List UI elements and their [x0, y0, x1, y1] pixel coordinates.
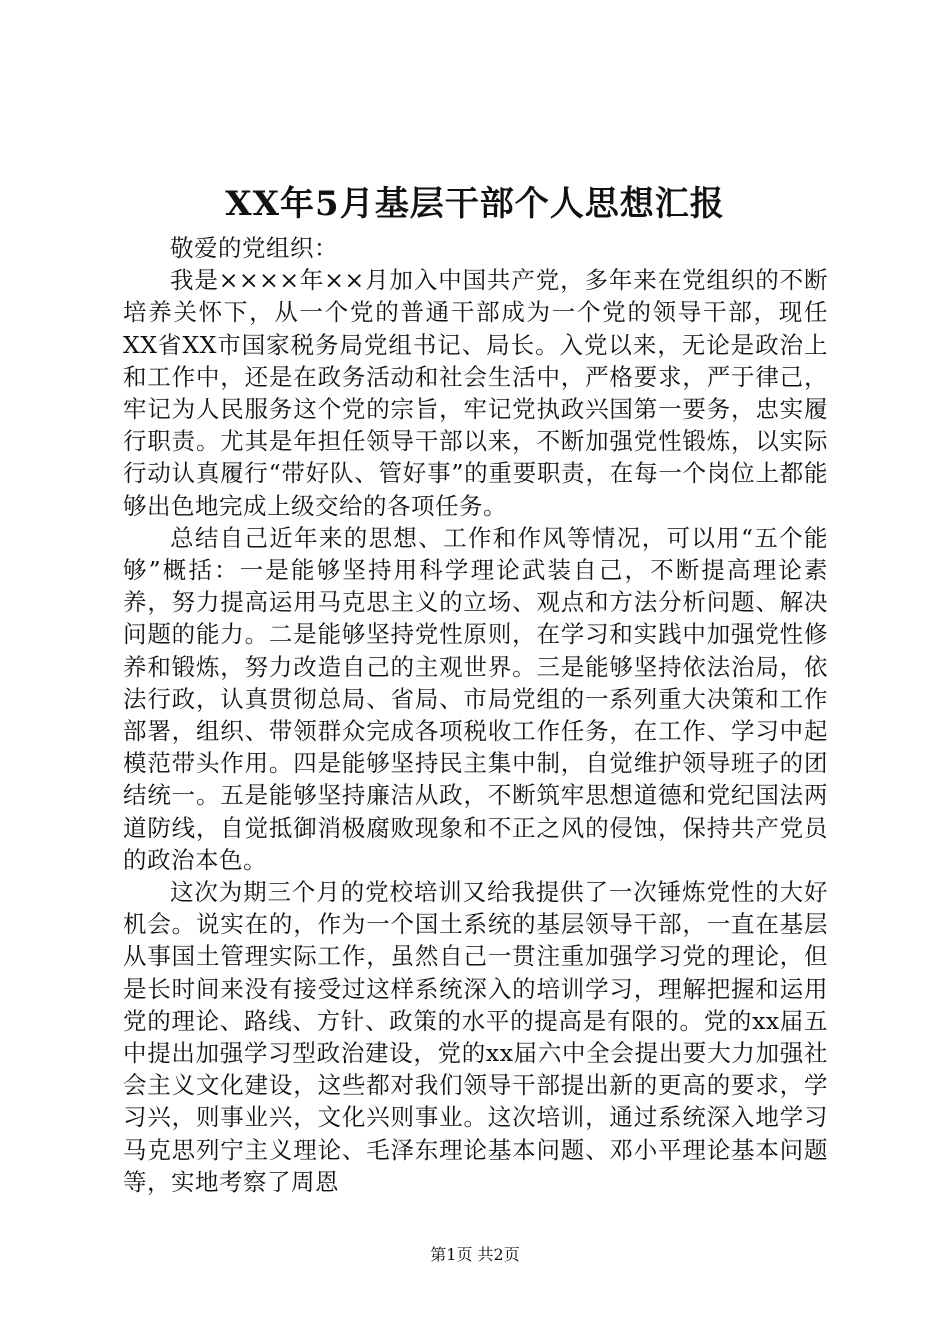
paragraph-1: 我是××××年××月加入中国共产党，多年来在党组织的不断培养关怀下，从一个党的普通干部成为一个党的领导干部，现任XX省XX市国家税务局党组书记、局长。入党以来，无论是政治上和工作中，还是在政务活动和社会生活中，严格要求，严于律己，牢记为人民服务这个党的宗旨，牢记党执政兴国第一要务，忠实履行职责。尤其是年担任领导干部以来，不断加强党性锻炼，以实际行动认真履行“带好队、管好事”的重要职责，在每一个岗位上都能够出色地完成上级交给的各项任务。: [123, 266, 828, 520]
paragraph-2: 总结自己近年来的思想、工作和作风等情况，可以用“五个能够”概括：一是能够坚持用科学理论武装自己，不断提高理论素养，努力提高运用马克思主义的立场、观点和方法分析问题、解决问题的能力。二是能够坚持党性原则，在学习和实践中加强党性修养和锻炼，努力改造自己的主观世界。三是能够坚持依法治局，依法行政，认真贯彻总局、省局、市局党组的一系列重大决策和工作部署，组织、带领群众完成各项税收工作任务，在工作、学习中起模范带头作用。四是能够坚持民主集中制，自觉维护领导班子的团结统一。五是能够坚持廉洁从政，不断筑牢思想道德和党纪国法两道防线，自觉抵御消极腐败现象和不正之风的侵蚀，保持共产党员的政治本色。: [123, 523, 828, 874]
salutation: 敬爱的党组织：: [170, 234, 338, 262]
paragraph-3: 这次为期三个月的党校培训又给我提供了一次锤炼党性的大好机会。说实在的，作为一个国土系统的基层领导干部，一直在基层从事国土管理实际工作，虽然自己一贯注重加强学习党的理论，但是长时间来没有接受过这样系统深入的培训学习，理解把握和运用党的理论、路线、方针、政策的水平的提高是有限的。党的xx届五中提出加强学习型政治建设，党的xx届六中全会提出要大力加强社会主义文化建设，这些都对我们领导干部提出新的更高的要求，学习兴，则事业兴，文化兴则事业。这次培训，通过系统深入地学习马克思列宁主义理论、毛泽东理论基本问题、邓小平理论基本问题等，实地考察了周恩: [123, 878, 828, 1196]
document-body: [123, 232, 828, 1198]
page-footer: 第1页 共2页: [430, 1245, 520, 1264]
document-title: XX年5月基层干部个人思想汇报: [225, 184, 725, 224]
